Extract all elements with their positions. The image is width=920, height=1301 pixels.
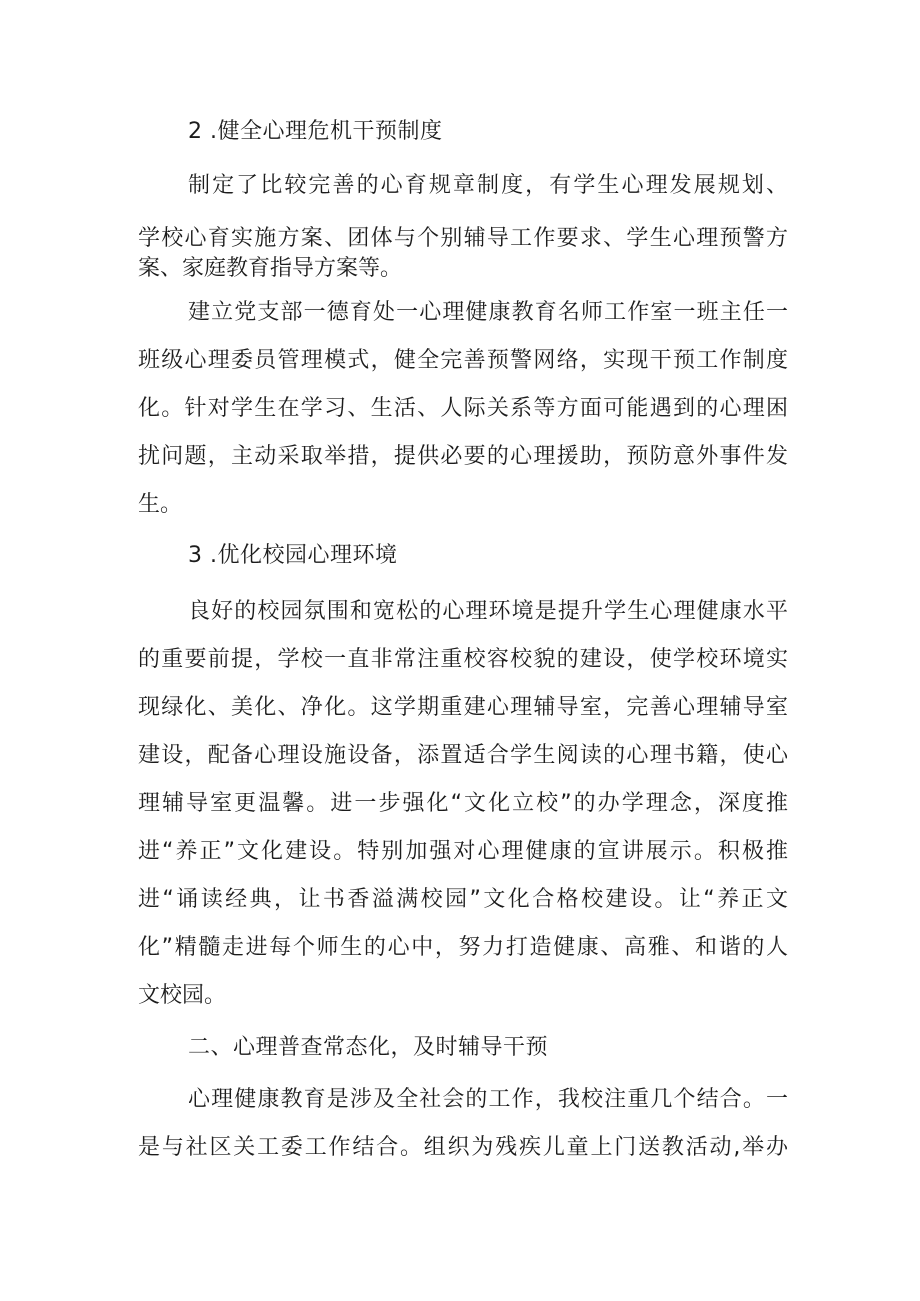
p4-line-2: 是与社区关工委工作结合。组织为残疾儿童上门送教活动,举办 xyxy=(138,1135,788,1160)
p2-line-2: 班级心理委员管理模式，健全完善预警网络，实现干预工作制度 xyxy=(138,348,788,373)
section-2-heading: 二、心理普查常态化，及时辅导干预 xyxy=(188,1035,549,1060)
p3-line-5: 理辅导室更温馨。进一步强化“文化立校”的办学理念，深度推 xyxy=(138,791,788,816)
p1-line-3: 案、家庭教育指导方案等。 xyxy=(138,256,403,281)
p2-line-4: 扰问题，主动采取举措，提供必要的心理援助，预防意外事件发 xyxy=(138,444,788,469)
p3-line-7: 进“诵读经典，让书香溢满校园”文化合格校建设。让“养正文 xyxy=(138,887,788,912)
p3-line-3: 现绿化、美化、净化。这学期重建心理辅导室，完善心理辅导室 xyxy=(138,695,788,720)
p2-line-5: 生。 xyxy=(138,492,183,517)
p4-line-1: 心理健康教育是涉及全社会的工作，我校注重几个结合。一 xyxy=(188,1087,788,1112)
p2-line-3: 化。针对学生在学习、生活、人际关系等方面可能遇到的心理困 xyxy=(138,396,788,421)
p3-line-9: 文校园。 xyxy=(138,983,227,1008)
p3-line-1: 良好的校园氛围和宽松的心理环境是提升学生心理健康水平 xyxy=(188,599,788,624)
p3-line-8: 化”精髓走进每个师生的心中，努力打造健康、高雅、和谐的人 xyxy=(138,935,788,960)
heading-3: 3 .优化校园心理环境 xyxy=(188,543,398,568)
p1-line-1: 制定了比较完善的心育规章制度，有学生心理发展规划、 xyxy=(188,173,788,198)
p3-line-6: 进“养正”文化建设。特别加强对心理健康的宣讲展示。积极推 xyxy=(138,839,788,864)
p3-line-2: 的重要前提，学校一直非常注重校容校貌的建设，使学校环境实 xyxy=(138,647,788,672)
heading-2: 2 .健全心理危机干预制度 xyxy=(188,119,443,144)
p3-line-4: 建设，配备心理设施设备，添置适合学生阅读的心理书籍，使心 xyxy=(138,743,788,768)
p2-line-1: 建立党支部一德育处一心理健康教育名师工作室一班主任一 xyxy=(188,300,788,325)
p1-line-2: 学校心育实施方案、团体与个别辅导工作要求、学生心理预警方 xyxy=(138,226,788,251)
